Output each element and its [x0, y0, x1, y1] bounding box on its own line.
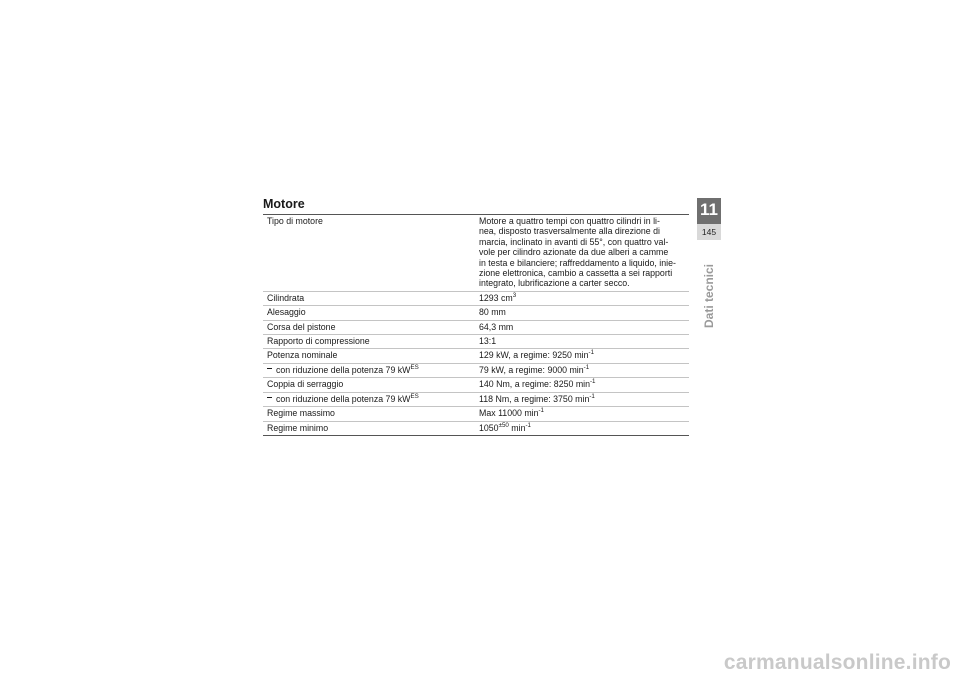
chapter-side-title: Dati tecnici — [702, 263, 716, 329]
page-number: 145 — [697, 224, 721, 240]
dash-bullet-icon — [267, 397, 272, 398]
spec-value: 140 Nm, a regime: 8250 $\min^{-1}$ — [479, 378, 689, 392]
spec-table — [263, 214, 689, 436]
spec-value: 80 mm — [479, 306, 689, 320]
spec-row-rated-power — [263, 349, 689, 363]
spec-row-reduced-power — [263, 363, 689, 377]
spec-label: Rapporto di compressione — [263, 335, 479, 349]
spec-row-reduced-torque — [263, 392, 689, 406]
spec-row-engine-type — [263, 215, 689, 292]
spec-value: 13:1 — [479, 335, 689, 349]
spec-label: Corsa del pistone — [263, 320, 479, 334]
spec-row-torque — [263, 378, 689, 392]
spec-row-displacement — [263, 291, 689, 305]
chapter-number: 11 — [700, 200, 718, 219]
spec-value: 79 kW, a regime: 9000 $\min^{-1}$ — [479, 363, 689, 377]
spec-value: Max 11000 $\min^{-1}$ — [479, 407, 689, 421]
spec-row-max-rpm — [263, 407, 689, 421]
spec-label: Cilindrata — [263, 291, 479, 305]
spec-value: Motore a quattro tempi con quattro cilindri in li- nea, disposto trasversalmente alla direzione di marcia, inclinato in avanti di 55°, con quattro val- vole per cilindro azionate da due alberi a camme in testa e bilanciere; raffreddamento a liquido, inie- zione elettronica, cambio a cassetta a sei rapporti integrato, lubrificazione a carter secco. — [479, 215, 689, 292]
spec-label: Coppia di serraggio — [263, 378, 479, 392]
spec-value: 118 Nm, a regime: 3750 $\min^{-1}$ — [479, 392, 689, 406]
chapter-tab — [697, 198, 721, 240]
spec-label: Alesaggio — [263, 306, 479, 320]
spec-label: Tipo di motore — [263, 215, 479, 292]
spec-row-bore — [263, 306, 689, 320]
spec-label: con riduzione della potenza 79 $kW^{ES}$ — [263, 363, 479, 377]
section-title: Motore — [263, 197, 305, 211]
watermark: carmanualsonline.info — [723, 651, 951, 674]
dash-bullet-icon — [267, 368, 272, 369]
spec-row-idle-rpm — [263, 421, 689, 435]
spec-label: Regime massimo — [263, 407, 479, 421]
spec-row-stroke — [263, 320, 689, 334]
spec-label: Potenza nominale — [263, 349, 479, 363]
spec-value: $1050^{\pm 50}$ $\min^{-1}$ — [479, 421, 689, 435]
spec-label: con riduzione della potenza 79 $kW^{ES}$ — [263, 392, 479, 406]
spec-value: 64,3 mm — [479, 320, 689, 334]
spec-row-compression-ratio — [263, 335, 689, 349]
spec-value: 129 kW, a regime: 9250 $\min^{-1}$ — [479, 349, 689, 363]
spec-value: 1293 $cm^3$ — [479, 291, 689, 305]
spec-label: Regime minimo — [263, 421, 479, 435]
